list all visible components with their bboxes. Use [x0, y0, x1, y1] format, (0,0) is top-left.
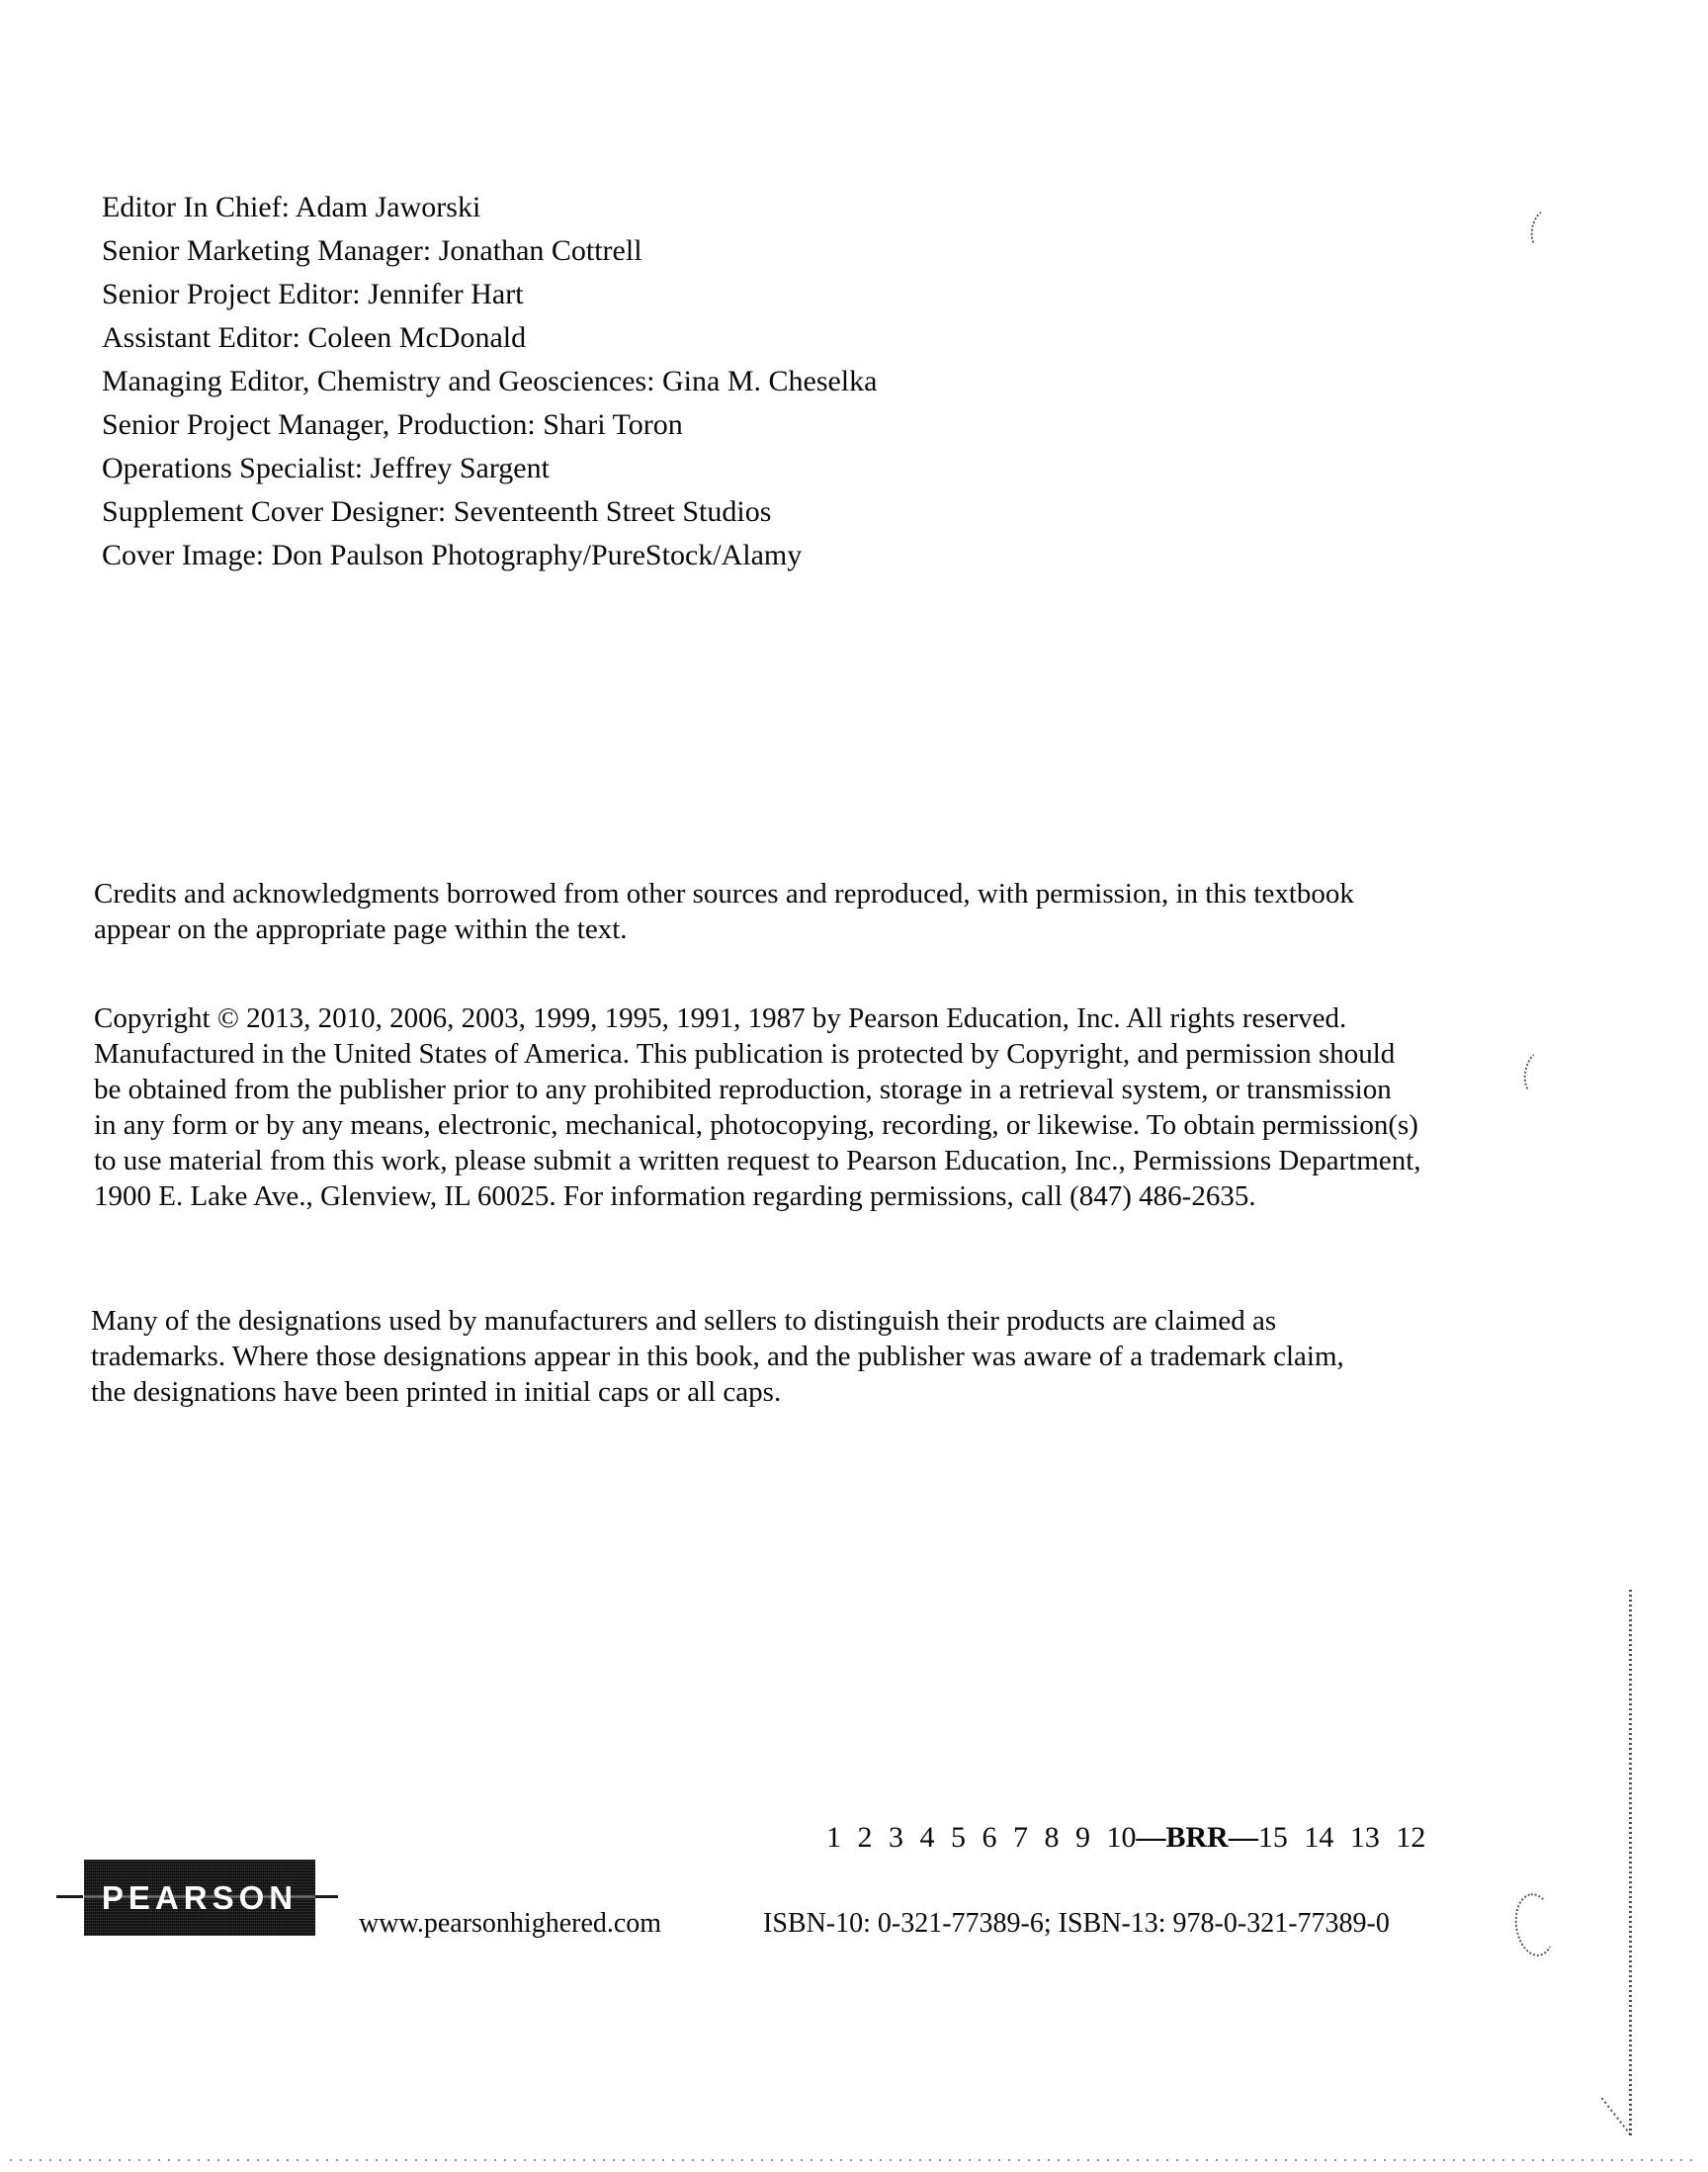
staff-credit-line: Assistant Editor: Coleen McDonald	[102, 321, 527, 354]
staff-credit-line: Managing Editor, Chemistry and Geosciences: Gina M. Cheselka	[102, 365, 878, 397]
copyright-line: Copyright © 2013, 2010, 2006, 2003, 1999, 1995, 1991, 1987 by Pearson Education, Inc. All rights reserved.	[94, 1002, 1347, 1034]
scan-artifact-bottom-edge	[10, 2159, 1698, 2161]
staff-credit-line: Editor In Chief: Adam Jaworski	[102, 191, 481, 223]
pearson-logo	[84, 1860, 315, 1936]
publisher-website: www.pearsonhighered.com	[359, 1908, 662, 1939]
printing-numbers-left: 1 2 3 4 5 6 7 8 9 10	[826, 1821, 1137, 1854]
staff-credit-line: Senior Marketing Manager: Jonathan Cottrell	[102, 234, 642, 267]
copyright-line: 1900 E. Lake Ave., Glenview, IL 60025. For information regarding permissions, call (847) 486-2635.	[94, 1180, 1256, 1212]
isbn-line: ISBN-10: 0-321-77389-6; ISBN-13: 978-0-321-77389-0	[763, 1908, 1390, 1939]
trademark-line: the designations have been printed in initial caps or all caps.	[91, 1376, 782, 1408]
credits-note-line: appear on the appropriate page within the text.	[94, 913, 628, 945]
scan-artifact-vertical-line	[1629, 1590, 1632, 2135]
copyright-line: in any form or by any means, electronic, mechanical, photocopying, recording, or likewise. To obtain permission(s)	[94, 1109, 1418, 1141]
staff-credit-line: Senior Project Editor: Jennifer Hart	[102, 278, 524, 310]
scan-artifact-arc	[1527, 205, 1568, 256]
trademark-notice	[91, 1303, 1344, 1410]
trademark-line: trademarks. Where those designations appear in this book, and the publisher was aware of a trademark claim,	[91, 1341, 1344, 1372]
staff-credits-list	[102, 186, 877, 577]
scan-artifact-line-tail	[1601, 2098, 1632, 2136]
copyright-line: to use material from this work, please submit a written request to Pearson Education, Inc., Permissions Department,	[94, 1145, 1421, 1176]
credits-note-line: Credits and acknowledgments borrowed from other sources and reproduced, with permission, in this textbook	[94, 878, 1354, 910]
printing-numbers-right: 15 14 13 12	[1257, 1821, 1426, 1854]
scan-artifact-arc	[1520, 1048, 1560, 1100]
staff-credit-line: Supplement Cover Designer: Seventeenth Street Studios	[102, 495, 772, 528]
printer-code: —BRR—	[1136, 1821, 1258, 1854]
pearson-logo-text: PEARSON	[101, 1878, 299, 1916]
staff-credit-line: Senior Project Manager, Production: Shari Toron	[102, 408, 683, 441]
credits-acknowledgments-note	[94, 876, 1354, 947]
staff-credit-line: Cover Image: Don Paulson Photography/PureStock/Alamy	[102, 539, 803, 571]
copyright-notice	[94, 1000, 1421, 1214]
scan-artifact-arc	[1511, 1891, 1560, 1959]
staff-credit-line: Operations Specialist: Jeffrey Sargent	[102, 452, 550, 484]
scan-streak-right	[315, 1895, 338, 1898]
copyright-line: be obtained from the publisher prior to any prohibited reproduction, storage in a retrieval system, or transmission	[94, 1074, 1392, 1105]
copyright-line: Manufactured in the United States of America. This publication is protected by Copyright, and permission should	[94, 1038, 1396, 1070]
printing-history-line	[826, 1821, 1425, 1855]
trademark-line: Many of the designations used by manufacturers and sellers to distinguish their products are claimed as	[91, 1305, 1277, 1337]
scan-streak-left	[56, 1895, 83, 1898]
